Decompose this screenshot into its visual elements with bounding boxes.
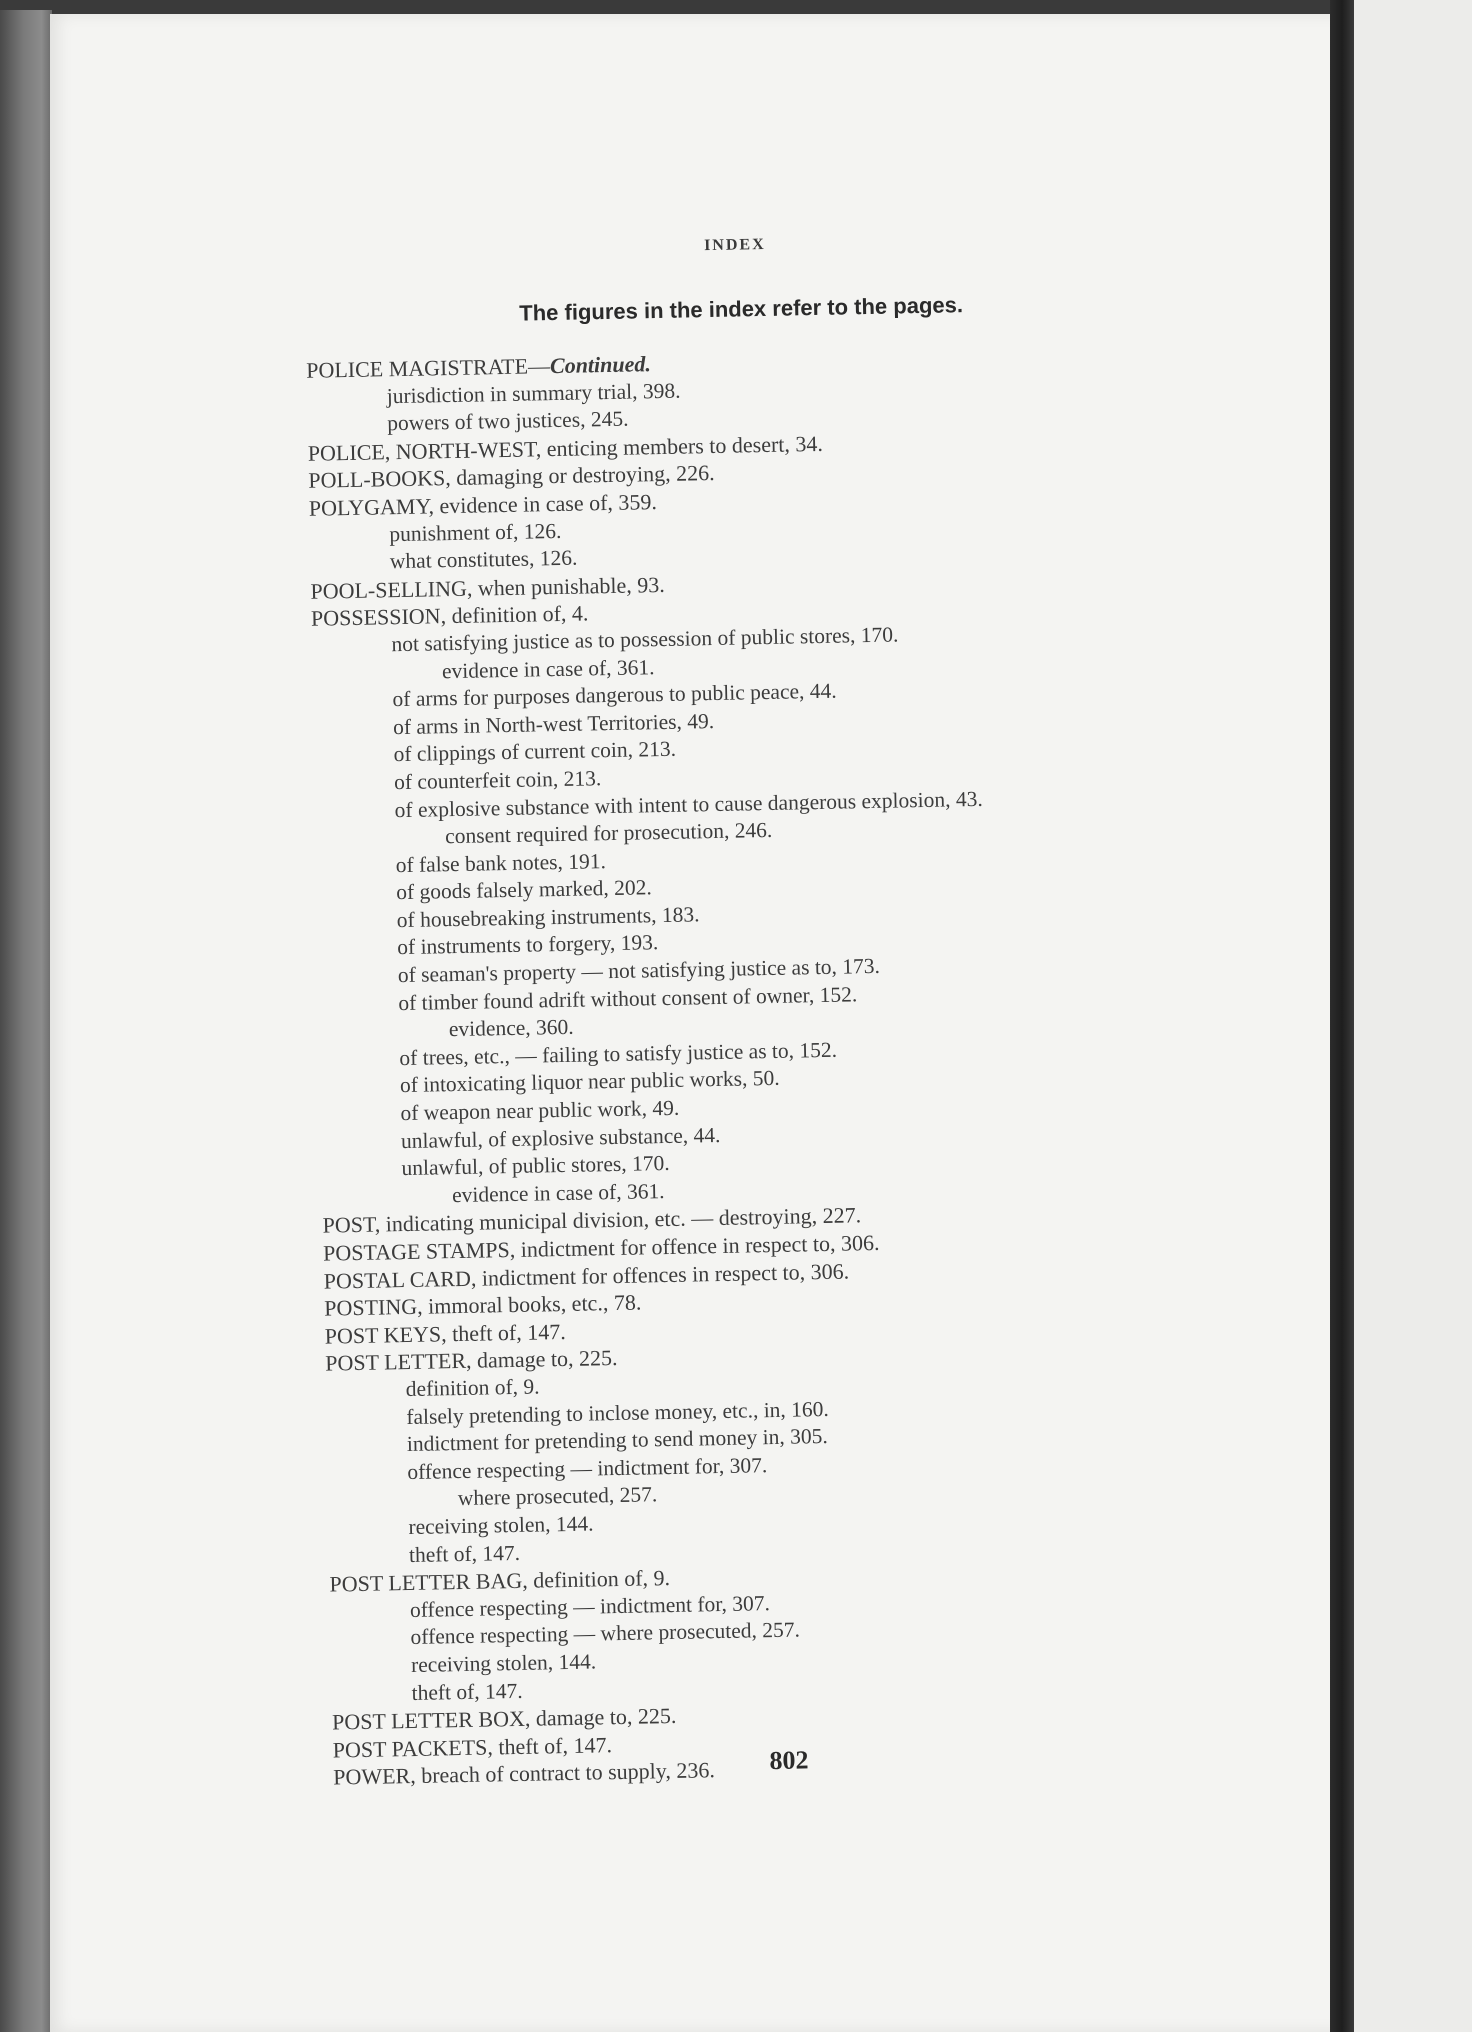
entry-text: of intoxicating liquor near public works, 50.	[399, 1066, 780, 1098]
entry-text: POOL-SELLING, when punishable, 93.	[310, 571, 666, 604]
entry-text: unlawful, of public stores, 170.	[401, 1151, 670, 1181]
entry-text: jurisdiction in summary trial, 398.	[386, 378, 681, 408]
entry-text: falsely pretending to inclose money, etc., in, 160.	[406, 1396, 829, 1429]
entry-text: receiving stolen, 144.	[408, 1511, 594, 1539]
entry-text: POLICE, NORTH-WEST, enticing members to desert, 34.	[307, 430, 824, 466]
index-page	[50, 14, 1340, 2032]
entry-text: evidence in case of, 361.	[451, 1178, 665, 1207]
entry-text: theft of, 147.	[411, 1678, 523, 1705]
entry-text: POWER, breach of contract to supply, 236.	[332, 1757, 716, 1790]
entry-text: evidence, 360.	[448, 1015, 574, 1042]
entry-text: offence respecting — where prosecuted, 257.	[410, 1617, 801, 1650]
entry-text: POST LETTER BOX, damage to, 225.	[331, 1703, 677, 1735]
entry-text: of trees, etc., — failing to satisfy justice as to, 152.	[399, 1037, 838, 1070]
entry-text: POLL-BOOKS, damaging or destroying, 226.	[308, 460, 715, 494]
continued-marker: Continued.	[549, 351, 652, 379]
entry-text: POSTAL CARD, indictment for offences in respect to, 306.	[323, 1258, 850, 1294]
page-number: 802	[769, 1745, 809, 1776]
entry-text: of weapon near public work, 49.	[400, 1095, 680, 1126]
entry-text: definition of, 9.	[405, 1374, 540, 1402]
entry-text: receiving stolen, 144.	[410, 1649, 597, 1677]
entry-text: where prosecuted, 257.	[457, 1482, 658, 1511]
entry-text: punishment of, 126.	[389, 518, 562, 546]
entry-text: of seaman's property — not satisfying justice as to, 173.	[397, 953, 881, 988]
text-block	[45, 0, 1374, 2032]
entry-text: theft of, 147.	[408, 1540, 521, 1567]
entry-text: indictment for pretending to send money in, 305.	[406, 1424, 828, 1457]
entry-text: POLYGAMY, evidence in case of, 359.	[308, 489, 658, 521]
entry-text: offence respecting — indictment for, 307.	[409, 1590, 771, 1622]
entry-text: POST LETTER BAG, definition of, 9.	[329, 1565, 671, 1597]
entry-text: evidence in case of, 361.	[441, 654, 655, 683]
entry-text: of false bank notes, 191.	[395, 848, 607, 877]
entry-text: POST PACKETS, theft of, 147.	[332, 1731, 613, 1763]
entry-text: POSSESSION, definition of, 4.	[310, 600, 589, 632]
entry-text: of arms for purposes dangerous to public peace, 44.	[392, 678, 837, 712]
entry-text: of clippings of current coin, 213.	[393, 737, 677, 767]
running-head: INDEX	[703, 235, 766, 255]
page-gutter	[1330, 0, 1354, 2032]
entry-text: of timber found adrift without consent of owner, 152.	[398, 981, 858, 1015]
entry-text: POSTING, immoral books, etc., 78.	[323, 1289, 642, 1321]
entry-text: POST, indicating municipal division, etc. — destroying, 227.	[322, 1202, 862, 1239]
entry-text: offence respecting — indictment for, 307.	[407, 1452, 768, 1484]
entry-text: POST KEYS, theft of, 147.	[324, 1318, 566, 1349]
entry-text: of explosive substance with intent to cause dangerous explosion, 43.	[394, 786, 983, 822]
entry-text: of counterfeit coin, 213.	[393, 766, 602, 795]
book-binding	[0, 10, 52, 2032]
entry-text: of housebreaking instruments, 183.	[396, 902, 700, 933]
entry-text: not satisfying justice as to possession of public stores, 170.	[391, 622, 899, 657]
entry-text: what constitutes, 126.	[389, 545, 578, 574]
entry-text: POSTAGE STAMPS, indictment for offence in respect to, 306.	[322, 1229, 880, 1266]
entry-text: of goods falsely marked, 202.	[396, 875, 652, 905]
entry-text: POST LETTER, damage to, 225.	[325, 1345, 618, 1376]
index-notice: The figures in the index refer to the pages.	[519, 292, 964, 326]
facing-page-edge	[1354, 0, 1472, 2032]
index-list	[306, 340, 1233, 1792]
entry-text: POLICE MAGISTRATE—	[305, 353, 551, 383]
entry-text: unlawful, of explosive substance, 44.	[400, 1122, 721, 1153]
entry-text: powers of two justices, 245.	[387, 406, 629, 436]
entry-text: of arms in North-west Territories, 49.	[392, 708, 715, 739]
entry-text: of instruments to forgery, 193.	[397, 930, 659, 960]
entry-text: consent required for prosecution, 246.	[444, 818, 773, 849]
